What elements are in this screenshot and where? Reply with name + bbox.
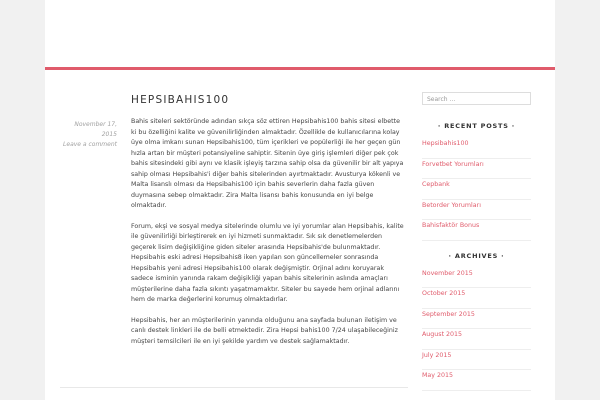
post-title[interactable]: HEPSIBAHIS100 [131, 94, 230, 106]
recent-post-link[interactable]: Hepsibahis100 [422, 138, 531, 159]
recent-posts-title: · RECENT POSTS · [437, 122, 516, 130]
archive-link[interactable]: August 2015 [422, 329, 531, 350]
archive-link[interactable]: November 2015 [422, 268, 531, 289]
archives-title: · ARCHIVES · [448, 251, 505, 260]
archives-list [422, 268, 531, 391]
archive-link[interactable]: October 2015 [422, 288, 531, 309]
post-paragraph: Hepsibahis, her an müşterilerinin yanında olduğunu ana sayfada bulunan iletişim ve canlı destek linkleri ile de belli etmektedir. Zira Hepsi bahis100 7/24 ulaşabileceğiniz müşteri temsilcileri ile en iyi şekilde yardım ve destek sağlamaktadır. [131, 316, 398, 345]
post-content [131, 117, 407, 357]
recent-post-link[interactable]: Forvetbet Yorumları [422, 159, 531, 180]
post-meta [60, 120, 117, 150]
recent-post-link[interactable]: Cepbank [422, 179, 531, 200]
content-divider [60, 387, 408, 388]
post-paragraph: Forum, ekşi ve sosyal medya sitelerinde olumlu ve iyi yorumlar alan Hepsibahis, kalite ile güvenilirliği birleştirerek en iyi hizmeti sunmaktadır. Sık sık denetlemelerden geçerek lisim değişikliğine giden siteler arasında Hepsibahis'de bulunmaktadır. Hepsibahis eski adresi Hepsibahis8 iken yapılan son güncellemeler sonrasında Hepsibahis yeni adresi Hepsibahis100 olarak değişmiştir. Orjinal adını koruyarak sadece isminin yanında rakam değişikliği yapan bahis sitelerinin aslında amaçları müşterilerine daha fazla sıkıntı yaşatmamaktır. Siteler bu sayede hem orjinal adlarını hem de marka değerlerini korumuş olmaktadırlar. [131, 222, 404, 303]
recent-post-link[interactable]: Betorder Yorumları [422, 200, 531, 221]
header-accent-bar [45, 67, 555, 70]
archive-link[interactable]: July 2015 [422, 350, 531, 371]
archive-link[interactable]: September 2015 [422, 309, 531, 330]
archive-link[interactable]: May 2015 [422, 370, 531, 391]
post-date[interactable]: November 17, 2015 [74, 121, 117, 138]
recent-posts-list [422, 138, 531, 241]
search-input[interactable]: Search ... [422, 92, 531, 105]
recent-post-link[interactable]: Bahisfaktör Bonus [422, 220, 531, 241]
leave-comment-link[interactable]: Leave a comment [63, 141, 117, 148]
sidebar [422, 92, 531, 391]
post-paragraph: Bahis siteleri sektöründe adından sıkça söz ettiren Hepsibahis100 bahis sitesi elbette ki bu özelliğini kalite ve güvenilirliğinden almaktadır. Özellikle de kullanıcılarına kolay üye olma imkanı sunan Hepsibahis100, tüm içerikleri ve popülerliği ile her geçen gün hızla artan bir müşteri potansiyeline sahiptir. Sitenin üye giriş işlemleri diğer pek çok bahis sitesindeki gibi aynı ve klasik işleyiş tarzına sahip olsa da güvenilir bir alt yapıya sahip olması Hepsibahis'i diğer bahis sitelerinden ayırtmaktadır. Avusturya kökenli ve Malta lisanslı olması da Hepsibahis100 için bahis severlerin daha fazla güven duymasına sebep olmaktadır. Zira Malta lisansı bahis konusunda en iyi belge olmaktadır. [131, 118, 404, 209]
